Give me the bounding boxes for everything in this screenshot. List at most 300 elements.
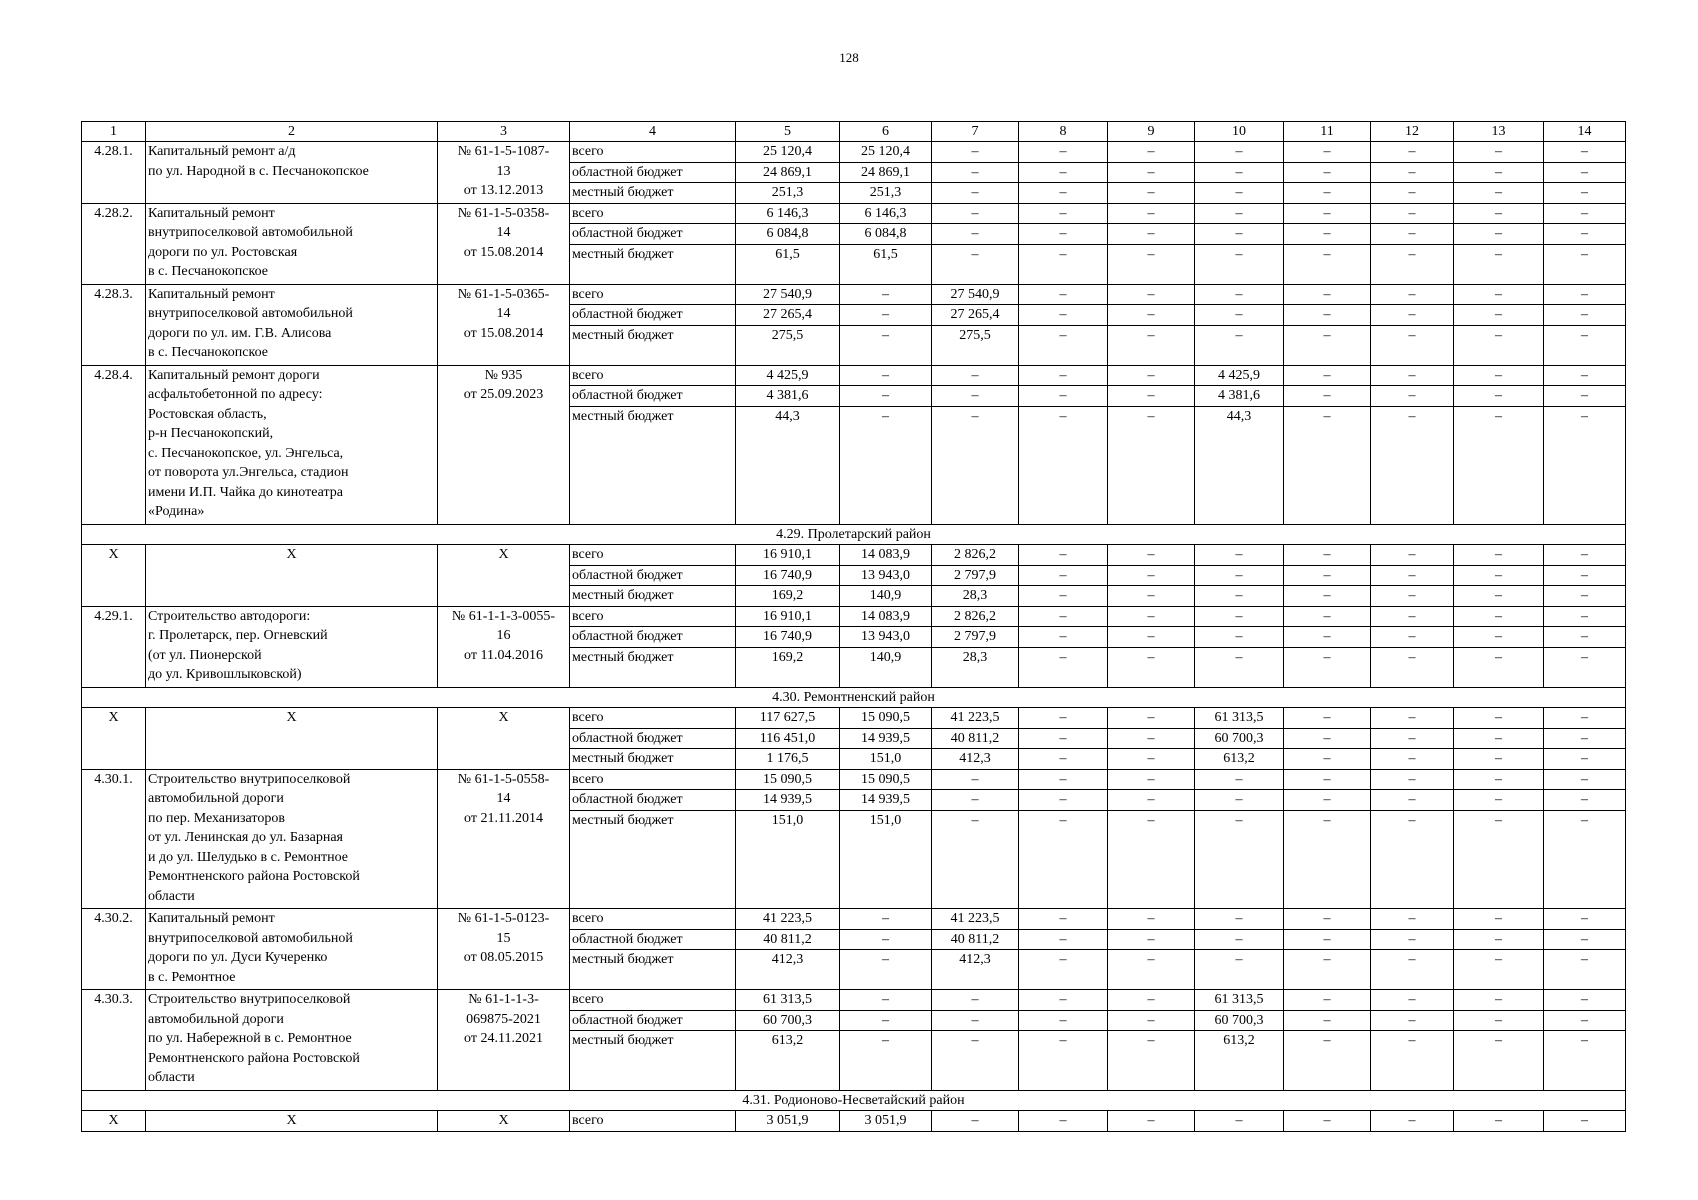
document-line: Х [498, 710, 509, 725]
amount-cell: – [840, 990, 932, 1011]
funding-source: областной бюджет [570, 728, 736, 749]
amount-cell: 24 869,1 [736, 162, 840, 183]
amount-cell: – [1019, 810, 1108, 909]
amount-cell: – [1019, 565, 1108, 586]
amount-cell: – [1454, 909, 1544, 930]
amount-cell: 4 425,9 [1195, 365, 1284, 386]
amount-cell: 613,2 [736, 1031, 840, 1091]
amount-cell: 61 313,5 [1195, 708, 1284, 729]
amount-cell: – [1454, 183, 1544, 204]
item-number: 4.30.1. [82, 769, 146, 909]
amount-cell: – [1284, 244, 1371, 284]
amount-cell: – [840, 325, 932, 365]
amount-cell: – [1284, 1010, 1371, 1031]
amount-cell: – [1454, 365, 1544, 386]
column-number-row [82, 122, 1626, 142]
amount-cell: – [1108, 627, 1195, 648]
amount-cell: – [1195, 810, 1284, 909]
amount-cell: – [1454, 244, 1544, 284]
amount-cell: – [1544, 224, 1626, 245]
item-description [146, 203, 438, 284]
amount-cell: – [1108, 365, 1195, 386]
amount-cell: – [1371, 325, 1454, 365]
funding-source: всего [570, 1111, 736, 1132]
amount-cell: – [840, 1010, 932, 1031]
amount-cell: – [1108, 728, 1195, 749]
amount-cell: 14 083,9 [840, 606, 932, 627]
amount-cell: – [1019, 627, 1108, 648]
amount-cell: – [1544, 749, 1626, 770]
amount-cell: 25 120,4 [736, 142, 840, 163]
description-line: дороги по ул. им. Г.В. Алисова [148, 325, 332, 341]
amount-cell: – [932, 810, 1019, 909]
amount-cell: – [1284, 950, 1371, 990]
funding-source: всего [570, 909, 736, 930]
amount-cell: – [1019, 183, 1108, 204]
amount-cell: – [840, 950, 932, 990]
description-line: по ул. Набережной в с. Ремонтное [148, 1031, 352, 1046]
amount-cell: – [1019, 790, 1108, 811]
description-line: Капитальный ремонт [148, 286, 275, 302]
item-description [146, 606, 438, 687]
amount-cell: – [1454, 586, 1544, 607]
amount-cell: – [1108, 162, 1195, 183]
amount-cell: – [932, 406, 1019, 524]
amount-cell: 169,2 [736, 586, 840, 607]
amount-cell: – [1019, 386, 1108, 407]
item-number: Х [82, 708, 146, 770]
amount-cell: 15 090,5 [840, 769, 932, 790]
amount-cell: – [840, 365, 932, 386]
item-description [146, 284, 438, 365]
description-line: дороги по ул. Дуси Кучеренко [148, 950, 328, 965]
document-line: от 15.08.2014 [463, 244, 544, 260]
document-line: от 15.08.2014 [463, 325, 544, 341]
amount-cell: – [1108, 406, 1195, 524]
amount-cell: – [840, 406, 932, 524]
amount-cell: – [1454, 284, 1544, 305]
amount-cell: – [1019, 162, 1108, 183]
amount-cell: – [1108, 749, 1195, 770]
amount-cell: 412,3 [932, 749, 1019, 770]
amount-cell: – [1195, 790, 1284, 811]
item-description [146, 769, 438, 909]
amount-cell: – [1284, 386, 1371, 407]
amount-cell: – [1544, 647, 1626, 687]
amount-cell: – [1454, 224, 1544, 245]
document-reference [438, 909, 570, 990]
amount-cell: – [1454, 545, 1544, 566]
amount-cell: – [1019, 728, 1108, 749]
document-line: № 61-1-5-1087- [457, 144, 550, 159]
amount-cell: 41 223,5 [736, 909, 840, 930]
amount-cell: 4 381,6 [736, 386, 840, 407]
amount-cell: 40 811,2 [932, 728, 1019, 749]
amount-cell: – [1371, 406, 1454, 524]
description-line: «Родина» [148, 504, 205, 519]
column-number: 5 [736, 122, 840, 142]
amount-cell: 6 084,8 [736, 224, 840, 245]
amount-cell: 6 146,3 [736, 203, 840, 224]
page-number: 128 [839, 50, 859, 65]
amount-cell: 60 700,3 [736, 1010, 840, 1031]
table-row [82, 284, 1626, 305]
funding-source: всего [570, 203, 736, 224]
description-line: в с. Песчанокопское [148, 345, 268, 360]
amount-cell: – [1195, 183, 1284, 204]
amount-cell: 15 090,5 [840, 708, 932, 729]
funding-source: областной бюджет [570, 386, 736, 407]
amount-cell: 61,5 [840, 244, 932, 284]
amount-cell: – [1371, 647, 1454, 687]
amount-cell: – [1284, 305, 1371, 326]
amount-cell: 140,9 [840, 647, 932, 687]
amount-cell: – [1284, 990, 1371, 1011]
amount-cell: – [1108, 284, 1195, 305]
amount-cell: 251,3 [840, 183, 932, 204]
amount-cell: – [1544, 162, 1626, 183]
document-line: 15 [496, 930, 511, 946]
funding-source: местный бюджет [570, 647, 736, 687]
amount-cell: 14 939,5 [736, 790, 840, 811]
item-description [146, 365, 438, 524]
funding-source: местный бюджет [570, 586, 736, 607]
amount-cell: – [1195, 929, 1284, 950]
amount-cell: – [1108, 1111, 1195, 1132]
amount-cell: 14 939,5 [840, 728, 932, 749]
funding-source: местный бюджет [570, 244, 736, 284]
amount-cell: – [1544, 728, 1626, 749]
description-line: Строительство внутрипоселковой [148, 992, 351, 1007]
amount-cell: 13 943,0 [840, 565, 932, 586]
description-line: р-н Песчанокопский, [148, 426, 274, 441]
amount-cell: 41 223,5 [932, 909, 1019, 930]
amount-cell: – [932, 769, 1019, 790]
amount-cell: – [1544, 708, 1626, 729]
description-line: с. Песчанокопское, ул. Энгельса, [148, 445, 344, 461]
amount-cell: – [1019, 545, 1108, 566]
amount-cell: – [1195, 305, 1284, 326]
amount-cell: 2 826,2 [932, 606, 1019, 627]
amount-cell: – [1284, 647, 1371, 687]
amount-cell: – [1195, 565, 1284, 586]
table-row [82, 1111, 1626, 1132]
amount-cell: 24 869,1 [840, 162, 932, 183]
amount-cell: – [932, 162, 1019, 183]
table-row [82, 769, 1626, 790]
document-line: № 61-1-5-0365- [457, 286, 550, 302]
amount-cell: – [1371, 244, 1454, 284]
description-line: (от ул. Пионерской [148, 647, 262, 663]
amount-cell: – [1284, 284, 1371, 305]
amount-cell: – [1371, 769, 1454, 790]
document-line: 14 [496, 791, 511, 806]
amount-cell: – [1371, 586, 1454, 607]
funding-source: областной бюджет [570, 1010, 736, 1031]
amount-cell: – [1371, 950, 1454, 990]
amount-cell: – [1371, 909, 1454, 930]
item-description [146, 545, 438, 607]
amount-cell: – [1284, 810, 1371, 909]
description-line: внутрипоселковой автомобильной [148, 306, 353, 321]
description-line: Строительство автодороги: [148, 608, 311, 624]
amount-cell: – [1371, 1010, 1454, 1031]
table-row [82, 142, 1626, 163]
description-line: и до ул. Шелудько в с. Ремонтное [148, 849, 349, 865]
amount-cell: – [1019, 1031, 1108, 1091]
amount-cell: 6 146,3 [840, 203, 932, 224]
description-line: внутрипоселковой автомобильной [148, 930, 353, 946]
amount-cell: – [1284, 162, 1371, 183]
item-description [146, 708, 438, 770]
amount-cell: – [1284, 606, 1371, 627]
description-line: в с. Ремонтное [148, 969, 236, 985]
amount-cell: – [1108, 990, 1195, 1011]
amount-cell: – [1371, 545, 1454, 566]
column-number: 10 [1195, 122, 1284, 142]
amount-cell: – [1019, 325, 1108, 365]
amount-cell: – [1284, 909, 1371, 930]
table-row [82, 203, 1626, 224]
column-number: 6 [840, 122, 932, 142]
amount-cell: 4 425,9 [736, 365, 840, 386]
amount-cell: – [1284, 565, 1371, 586]
amount-cell: – [840, 386, 932, 407]
table-row [82, 990, 1626, 1011]
amount-cell: – [1454, 627, 1544, 648]
amount-cell: – [932, 142, 1019, 163]
column-number: 7 [932, 122, 1019, 142]
amount-cell: 25 120,4 [840, 142, 932, 163]
amount-cell: – [1195, 325, 1284, 365]
amount-cell: – [1019, 203, 1108, 224]
amount-cell: 28,3 [932, 647, 1019, 687]
amount-cell: – [1284, 728, 1371, 749]
amount-cell: – [1544, 203, 1626, 224]
description-line: от поворота ул.Энгельса, стадион [148, 465, 349, 480]
amount-cell: 251,3 [736, 183, 840, 204]
amount-cell: – [1371, 284, 1454, 305]
column-number: 2 [146, 122, 438, 142]
amount-cell: 151,0 [840, 810, 932, 909]
funding-source: местный бюджет [570, 406, 736, 524]
amount-cell: – [1019, 708, 1108, 729]
amount-cell: – [840, 305, 932, 326]
amount-cell: 6 084,8 [840, 224, 932, 245]
document-reference [438, 708, 570, 770]
amount-cell: – [1108, 545, 1195, 566]
amount-cell: – [1108, 950, 1195, 990]
amount-cell: 151,0 [736, 810, 840, 909]
funding-source: областной бюджет [570, 305, 736, 326]
amount-cell: – [1195, 627, 1284, 648]
amount-cell: – [1544, 406, 1626, 524]
amount-cell: – [1371, 305, 1454, 326]
amount-cell: – [1108, 1010, 1195, 1031]
funding-source: областной бюджет [570, 162, 736, 183]
document-line: 13 [496, 163, 511, 179]
amount-cell: – [1108, 606, 1195, 627]
amount-cell: – [1019, 224, 1108, 245]
amount-cell: – [1454, 386, 1544, 407]
amount-cell: – [1284, 325, 1371, 365]
amount-cell: – [1544, 950, 1626, 990]
amount-cell: – [1371, 810, 1454, 909]
amount-cell: – [1544, 183, 1626, 204]
amount-cell: – [1019, 1010, 1108, 1031]
document-line: № 61-1-1-3- [468, 992, 539, 1007]
amount-cell: – [1454, 647, 1544, 687]
amount-cell: – [1544, 565, 1626, 586]
amount-cell: – [1019, 929, 1108, 950]
amount-cell: – [1195, 586, 1284, 607]
amount-cell: 117 627,5 [736, 708, 840, 729]
amount-cell: – [1195, 545, 1284, 566]
amount-cell: 28,3 [932, 586, 1019, 607]
funding-source: местный бюджет [570, 749, 736, 770]
amount-cell: 13 943,0 [840, 627, 932, 648]
funding-source: всего [570, 545, 736, 566]
funding-source: всего [570, 769, 736, 790]
amount-cell: 613,2 [1195, 1031, 1284, 1091]
funding-source: местный бюджет [570, 950, 736, 990]
amount-cell: – [1019, 1111, 1108, 1132]
column-number: 4 [570, 122, 736, 142]
amount-cell: – [1019, 647, 1108, 687]
amount-cell: – [1544, 627, 1626, 648]
amount-cell: – [1108, 929, 1195, 950]
amount-cell: – [1284, 749, 1371, 770]
description-line: по пер. Механизаторов [148, 810, 285, 826]
description-line: Ростовская область, [148, 406, 267, 422]
amount-cell: – [1371, 162, 1454, 183]
amount-cell: – [1454, 606, 1544, 627]
funding-source: местный бюджет [570, 183, 736, 204]
amount-cell: – [1019, 305, 1108, 326]
description-line: области [148, 1070, 195, 1085]
description-line: в с. Песчанокопское [148, 264, 268, 279]
amount-cell: – [932, 365, 1019, 386]
amount-cell: – [1019, 406, 1108, 524]
amount-cell: – [932, 1010, 1019, 1031]
amount-cell: – [1544, 1010, 1626, 1031]
amount-cell: – [1284, 224, 1371, 245]
amount-cell: – [1108, 142, 1195, 163]
amount-cell: 2 797,9 [932, 627, 1019, 648]
item-number: 4.28.4. [82, 365, 146, 524]
amount-cell: – [1284, 203, 1371, 224]
document-line: Х [498, 1113, 509, 1128]
amount-cell: – [1544, 244, 1626, 284]
description-line: Х [286, 1113, 297, 1128]
amount-cell: – [932, 183, 1019, 204]
amount-cell: – [1371, 929, 1454, 950]
amount-cell: 40 811,2 [736, 929, 840, 950]
amount-cell: – [1454, 708, 1544, 729]
description-line: Строительство внутрипоселковой [148, 771, 351, 787]
description-line: Х [286, 547, 297, 562]
amount-cell: – [1019, 586, 1108, 607]
amount-cell: – [1371, 365, 1454, 386]
amount-cell: – [1371, 142, 1454, 163]
section-row [82, 524, 1626, 545]
table-row [82, 606, 1626, 627]
column-number: 3 [438, 122, 570, 142]
amount-cell: 275,5 [932, 325, 1019, 365]
description-line: Ремонтненского района Ростовской [148, 1050, 360, 1066]
amount-cell: – [1108, 305, 1195, 326]
amount-cell: – [1544, 790, 1626, 811]
item-number: 4.29.1. [82, 606, 146, 687]
amount-cell: – [932, 1031, 1019, 1091]
amount-cell: – [1195, 606, 1284, 627]
amount-cell: – [1284, 406, 1371, 524]
amount-cell: – [1108, 708, 1195, 729]
budget-table [81, 121, 1626, 1132]
funding-source: областной бюджет [570, 565, 736, 586]
amount-cell: – [1454, 305, 1544, 326]
document-line: 14 [496, 306, 511, 321]
item-description [146, 1111, 438, 1132]
item-number: 4.28.3. [82, 284, 146, 365]
table-row [82, 545, 1626, 566]
amount-cell: – [1371, 627, 1454, 648]
table-row [82, 909, 1626, 930]
document-line: № 61-1-5-0358- [457, 205, 550, 221]
amount-cell: – [1454, 749, 1544, 770]
amount-cell: 16 740,9 [736, 565, 840, 586]
amount-cell: 16 740,9 [736, 627, 840, 648]
funding-source: областной бюджет [570, 790, 736, 811]
amount-cell: 27 540,9 [736, 284, 840, 305]
amount-cell: – [1544, 606, 1626, 627]
amount-cell: 613,2 [1195, 749, 1284, 770]
amount-cell: – [1371, 708, 1454, 729]
item-description [146, 909, 438, 990]
amount-cell: 4 381,6 [1195, 386, 1284, 407]
amount-cell: – [1454, 1111, 1544, 1132]
column-number: 12 [1371, 122, 1454, 142]
amount-cell: – [1454, 325, 1544, 365]
amount-cell: – [932, 244, 1019, 284]
description-line: Ремонтненского района Ростовской [148, 869, 360, 884]
amount-cell: 14 083,9 [840, 545, 932, 566]
amount-cell: 27 540,9 [932, 284, 1019, 305]
amount-cell: – [1454, 728, 1544, 749]
amount-cell: – [1284, 365, 1371, 386]
document-reference [438, 606, 570, 687]
amount-cell: 14 939,5 [840, 790, 932, 811]
description-line: Капитальный ремонт а/д [148, 144, 296, 159]
description-line: имени И.П. Чайка до кинотеатра [148, 484, 343, 500]
amount-cell: – [1284, 929, 1371, 950]
amount-cell: – [1371, 728, 1454, 749]
amount-cell: 412,3 [736, 950, 840, 990]
amount-cell: – [1544, 810, 1626, 909]
amount-cell: – [1544, 929, 1626, 950]
description-line: области [148, 888, 195, 904]
amount-cell: – [932, 203, 1019, 224]
description-line: до ул. Кривошлыковской) [148, 667, 302, 682]
amount-cell: – [1019, 769, 1108, 790]
amount-cell: 27 265,4 [736, 305, 840, 326]
document-reference [438, 545, 570, 607]
description-line: по ул. Народной в с. Песчанокопское [148, 163, 369, 179]
funding-source: всего [570, 142, 736, 163]
amount-cell: – [1544, 769, 1626, 790]
amount-cell: – [1544, 325, 1626, 365]
amount-cell: – [1195, 203, 1284, 224]
